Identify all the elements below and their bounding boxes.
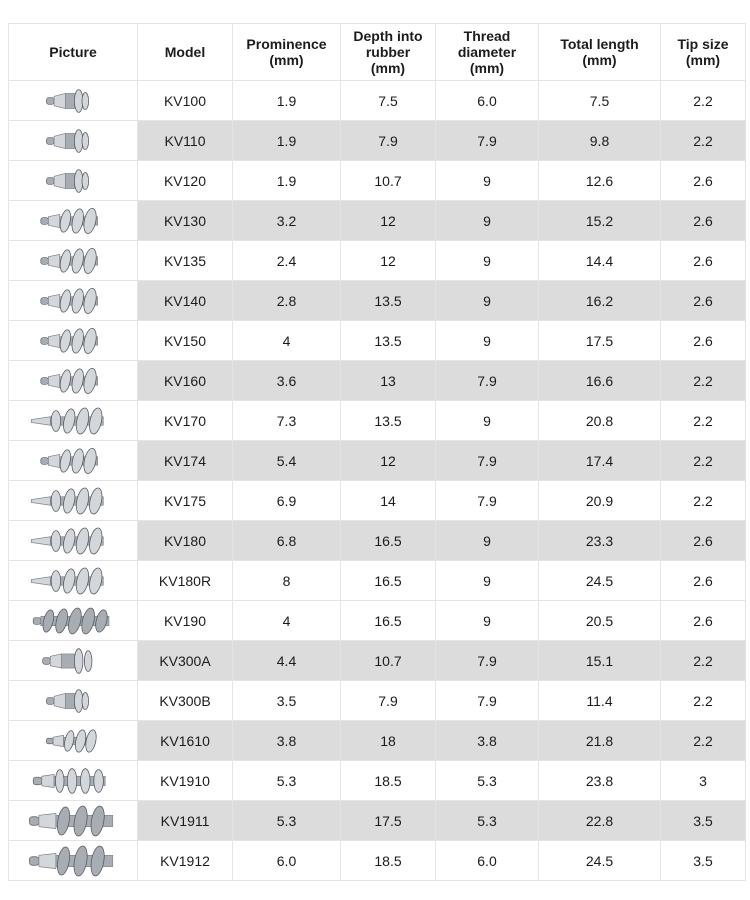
stud-image xyxy=(18,683,128,719)
column-header-tip_size xyxy=(661,24,746,81)
cell-depth_into_rubber: 18 xyxy=(341,721,436,761)
stud-image xyxy=(18,163,128,199)
cell-tip_size: 3.5 xyxy=(661,801,746,841)
cell-total_length: 20.5 xyxy=(539,601,661,641)
stud-photo-flange xyxy=(9,682,137,720)
column-unit: (mm) xyxy=(582,52,617,68)
stud-photo-screw xyxy=(9,322,137,360)
cell-thread_diameter: 6.0 xyxy=(436,841,539,881)
table-row-kv1911 xyxy=(9,801,746,841)
cell-depth_into_rubber: 18.5 xyxy=(341,841,436,881)
cell-thread_diameter: 3.8 xyxy=(436,721,539,761)
table-row-kv1912 xyxy=(9,841,746,881)
cell-tip_size: 2.2 xyxy=(661,121,746,161)
cell-tip_size: 2.6 xyxy=(661,601,746,641)
cell-thread_diameter: 9 xyxy=(436,401,539,441)
cell-model: KV170 xyxy=(138,401,233,441)
stud-image xyxy=(18,283,128,319)
cell-thread_diameter: 5.3 xyxy=(436,761,539,801)
column-unit: (mm) xyxy=(269,52,304,68)
cell-model: KV1911 xyxy=(138,801,233,841)
table-row-kv300b xyxy=(9,681,746,721)
cell-thread_diameter: 5.3 xyxy=(436,801,539,841)
stud-image xyxy=(18,83,128,119)
cell-tip_size: 2.2 xyxy=(661,441,746,481)
stud-image xyxy=(18,363,128,399)
cell-depth_into_rubber: 7.9 xyxy=(341,681,436,721)
cell-depth_into_rubber: 12 xyxy=(341,441,436,481)
cell-depth_into_rubber: 16.5 xyxy=(341,601,436,641)
table-body xyxy=(9,81,746,881)
cell-model: KV175 xyxy=(138,481,233,521)
cell-depth_into_rubber: 16.5 xyxy=(341,561,436,601)
stud-photo-screw-pointed xyxy=(9,402,137,440)
cell-picture xyxy=(9,641,138,681)
stud-photo-screw-large xyxy=(9,842,137,880)
cell-thread_diameter: 7.9 xyxy=(436,641,539,681)
cell-thread_diameter: 9 xyxy=(436,281,539,321)
stud-photo-screw xyxy=(9,442,137,480)
cell-model: KV160 xyxy=(138,361,233,401)
cell-model: KV1910 xyxy=(138,761,233,801)
stud-image xyxy=(18,763,128,799)
stud-photo-screw xyxy=(9,242,137,280)
cell-prominence: 5.3 xyxy=(233,801,341,841)
cell-total_length: 15.1 xyxy=(539,641,661,681)
cell-total_length: 24.5 xyxy=(539,841,661,881)
column-unit: (mm) xyxy=(685,52,721,68)
column-header-picture xyxy=(9,24,138,81)
stud-image xyxy=(18,843,128,879)
cell-prominence: 3.2 xyxy=(233,201,341,241)
cell-tip_size: 2.6 xyxy=(661,161,746,201)
column-label: Depth into rubber xyxy=(353,28,423,60)
cell-total_length: 24.5 xyxy=(539,561,661,601)
stud-photo-flange xyxy=(9,82,137,120)
cell-thread_diameter: 7.9 xyxy=(436,481,539,521)
table-row-kv100 xyxy=(9,81,746,121)
table-row-kv170 xyxy=(9,401,746,441)
stud-image xyxy=(18,563,128,599)
stud-photo-screw-pointed xyxy=(9,522,137,560)
stud-image xyxy=(18,483,128,519)
cell-depth_into_rubber: 10.7 xyxy=(341,161,436,201)
cell-thread_diameter: 9 xyxy=(436,161,539,201)
cell-total_length: 20.8 xyxy=(539,401,661,441)
cell-model: KV100 xyxy=(138,81,233,121)
table-row-kv130 xyxy=(9,201,746,241)
stud-image xyxy=(18,443,128,479)
cell-tip_size: 2.2 xyxy=(661,481,746,521)
cell-tip_size: 2.2 xyxy=(661,361,746,401)
column-unit: (mm) xyxy=(469,60,505,76)
stud-image xyxy=(18,243,128,279)
cell-total_length: 16.2 xyxy=(539,281,661,321)
table-header xyxy=(9,24,746,81)
cell-depth_into_rubber: 17.5 xyxy=(341,801,436,841)
cell-depth_into_rubber: 13.5 xyxy=(341,321,436,361)
table-row-kv150 xyxy=(9,321,746,361)
table-row-kv180r xyxy=(9,561,746,601)
cell-prominence: 1.9 xyxy=(233,121,341,161)
cell-picture xyxy=(9,841,138,881)
cell-total_length: 9.8 xyxy=(539,121,661,161)
cell-depth_into_rubber: 7.9 xyxy=(341,121,436,161)
cell-depth_into_rubber: 14 xyxy=(341,481,436,521)
table-row-kv300a xyxy=(9,641,746,681)
column-label: Picture xyxy=(49,44,97,60)
column-header-model xyxy=(138,24,233,81)
cell-prominence: 8 xyxy=(233,561,341,601)
cell-total_length: 23.8 xyxy=(539,761,661,801)
stud-photo-double-flange xyxy=(9,642,137,680)
cell-depth_into_rubber: 18.5 xyxy=(341,761,436,801)
cell-prominence: 2.4 xyxy=(233,241,341,281)
cell-prominence: 5.4 xyxy=(233,441,341,481)
cell-model: KV180 xyxy=(138,521,233,561)
column-label: Thread diameter xyxy=(457,28,517,60)
cell-picture xyxy=(9,401,138,441)
cell-total_length: 15.2 xyxy=(539,201,661,241)
cell-picture xyxy=(9,81,138,121)
cell-tip_size: 2.2 xyxy=(661,81,746,121)
cell-tip_size: 2.2 xyxy=(661,721,746,761)
cell-tip_size: 2.2 xyxy=(661,681,746,721)
cell-total_length: 12.6 xyxy=(539,161,661,201)
cell-total_length: 16.6 xyxy=(539,361,661,401)
cell-depth_into_rubber: 16.5 xyxy=(341,521,436,561)
cell-picture xyxy=(9,481,138,521)
column-header-prominence xyxy=(233,24,341,81)
column-unit: (mm) xyxy=(370,60,406,76)
cell-prominence: 1.9 xyxy=(233,161,341,201)
stud-image xyxy=(18,643,128,679)
cell-thread_diameter: 7.9 xyxy=(436,681,539,721)
cell-depth_into_rubber: 13.5 xyxy=(341,401,436,441)
cell-model: KV130 xyxy=(138,201,233,241)
cell-depth_into_rubber: 13.5 xyxy=(341,281,436,321)
cell-total_length: 17.4 xyxy=(539,441,661,481)
cell-thread_diameter: 9 xyxy=(436,241,539,281)
column-header-total_length xyxy=(539,24,661,81)
cell-picture xyxy=(9,601,138,641)
stud-image xyxy=(18,803,128,839)
cell-model: KV120 xyxy=(138,161,233,201)
cell-picture xyxy=(9,561,138,601)
cell-picture xyxy=(9,761,138,801)
table-row-kv175 xyxy=(9,481,746,521)
cell-model: KV110 xyxy=(138,121,233,161)
table-row-kv135 xyxy=(9,241,746,281)
cell-thread_diameter: 9 xyxy=(436,601,539,641)
cell-tip_size: 2.6 xyxy=(661,201,746,241)
cell-thread_diameter: 9 xyxy=(436,201,539,241)
cell-tip_size: 2.6 xyxy=(661,281,746,321)
table-row-kv160 xyxy=(9,361,746,401)
cell-prominence: 3.6 xyxy=(233,361,341,401)
cell-picture xyxy=(9,281,138,321)
table-row-kv120 xyxy=(9,161,746,201)
cell-prominence: 7.3 xyxy=(233,401,341,441)
cell-tip_size: 2.6 xyxy=(661,521,746,561)
cell-prominence: 6.0 xyxy=(233,841,341,881)
cell-prominence: 5.3 xyxy=(233,761,341,801)
cell-prominence: 6.8 xyxy=(233,521,341,561)
cell-thread_diameter: 9 xyxy=(436,561,539,601)
cell-picture xyxy=(9,201,138,241)
cell-total_length: 14.4 xyxy=(539,241,661,281)
cell-thread_diameter: 6.0 xyxy=(436,81,539,121)
cell-total_length: 21.8 xyxy=(539,721,661,761)
cell-model: KV300B xyxy=(138,681,233,721)
cell-prominence: 4 xyxy=(233,321,341,361)
cell-total_length: 23.3 xyxy=(539,521,661,561)
cell-model: KV190 xyxy=(138,601,233,641)
cell-tip_size: 2.6 xyxy=(661,241,746,281)
cell-model: KV174 xyxy=(138,441,233,481)
cell-prominence: 6.9 xyxy=(233,481,341,521)
table-row-kv190 xyxy=(9,601,746,641)
stud-image xyxy=(18,123,128,159)
stud-photo-screw-dense xyxy=(9,602,137,640)
column-label: Model xyxy=(164,44,206,60)
cell-tip_size: 3.5 xyxy=(661,841,746,881)
cell-thread_diameter: 7.9 xyxy=(436,121,539,161)
column-header-thread_diameter xyxy=(436,24,539,81)
cell-tip_size: 2.6 xyxy=(661,321,746,361)
cell-picture xyxy=(9,321,138,361)
table-row-kv174 xyxy=(9,441,746,481)
cell-prominence: 3.5 xyxy=(233,681,341,721)
cell-prominence: 4.4 xyxy=(233,641,341,681)
cell-total_length: 7.5 xyxy=(539,81,661,121)
stud-image xyxy=(18,203,128,239)
stud-photo-screw xyxy=(9,362,137,400)
stud-photo-screw-pointed xyxy=(9,482,137,520)
stud-image xyxy=(18,323,128,359)
cell-model: KV1912 xyxy=(138,841,233,881)
stud-photo-screw xyxy=(9,202,137,240)
cell-model: KV150 xyxy=(138,321,233,361)
cell-depth_into_rubber: 10.7 xyxy=(341,641,436,681)
header-row xyxy=(9,24,746,81)
cell-tip_size: 2.6 xyxy=(661,561,746,601)
table-row-kv1910 xyxy=(9,761,746,801)
table-row-kv180 xyxy=(9,521,746,561)
cell-model: KV135 xyxy=(138,241,233,281)
cell-thread_diameter: 7.9 xyxy=(436,441,539,481)
cell-depth_into_rubber: 13 xyxy=(341,361,436,401)
cell-picture xyxy=(9,721,138,761)
column-label: Prominence xyxy=(246,36,327,52)
cell-tip_size: 2.2 xyxy=(661,401,746,441)
stud-photo-screw-large xyxy=(9,802,137,840)
cell-prominence: 1.9 xyxy=(233,81,341,121)
column-label: Total length xyxy=(560,36,639,52)
stud-image xyxy=(18,603,128,639)
stud-photo-multi-disc xyxy=(9,762,137,800)
column-label: Tip size xyxy=(677,36,729,52)
cell-prominence: 3.8 xyxy=(233,721,341,761)
column-header-depth_into_rubber xyxy=(341,24,436,81)
cell-model: KV300A xyxy=(138,641,233,681)
stud-photo-flange xyxy=(9,122,137,160)
cell-thread_diameter: 7.9 xyxy=(436,361,539,401)
stud-spec-table xyxy=(8,23,746,881)
cell-picture xyxy=(9,801,138,841)
cell-depth_into_rubber: 7.5 xyxy=(341,81,436,121)
cell-model: KV140 xyxy=(138,281,233,321)
stud-photo-screw-slim xyxy=(9,722,137,760)
stud-image xyxy=(18,723,128,759)
cell-picture xyxy=(9,121,138,161)
stud-photo-flange xyxy=(9,162,137,200)
stud-image xyxy=(18,523,128,559)
cell-total_length: 20.9 xyxy=(539,481,661,521)
cell-thread_diameter: 9 xyxy=(436,321,539,361)
cell-picture xyxy=(9,241,138,281)
cell-picture xyxy=(9,681,138,721)
cell-picture xyxy=(9,521,138,561)
stud-photo-screw-pointed xyxy=(9,562,137,600)
stud-photo-screw xyxy=(9,282,137,320)
cell-prominence: 2.8 xyxy=(233,281,341,321)
cell-picture xyxy=(9,161,138,201)
cell-picture xyxy=(9,361,138,401)
table-row-kv1610 xyxy=(9,721,746,761)
stud-image xyxy=(18,403,128,439)
cell-total_length: 17.5 xyxy=(539,321,661,361)
cell-picture xyxy=(9,441,138,481)
table-row-kv140 xyxy=(9,281,746,321)
cell-model: KV1610 xyxy=(138,721,233,761)
cell-depth_into_rubber: 12 xyxy=(341,201,436,241)
cell-prominence: 4 xyxy=(233,601,341,641)
cell-tip_size: 2.2 xyxy=(661,641,746,681)
table-row-kv110 xyxy=(9,121,746,161)
cell-thread_diameter: 9 xyxy=(436,521,539,561)
cell-model: KV180R xyxy=(138,561,233,601)
cell-total_length: 11.4 xyxy=(539,681,661,721)
cell-tip_size: 3 xyxy=(661,761,746,801)
cell-total_length: 22.8 xyxy=(539,801,661,841)
cell-depth_into_rubber: 12 xyxy=(341,241,436,281)
